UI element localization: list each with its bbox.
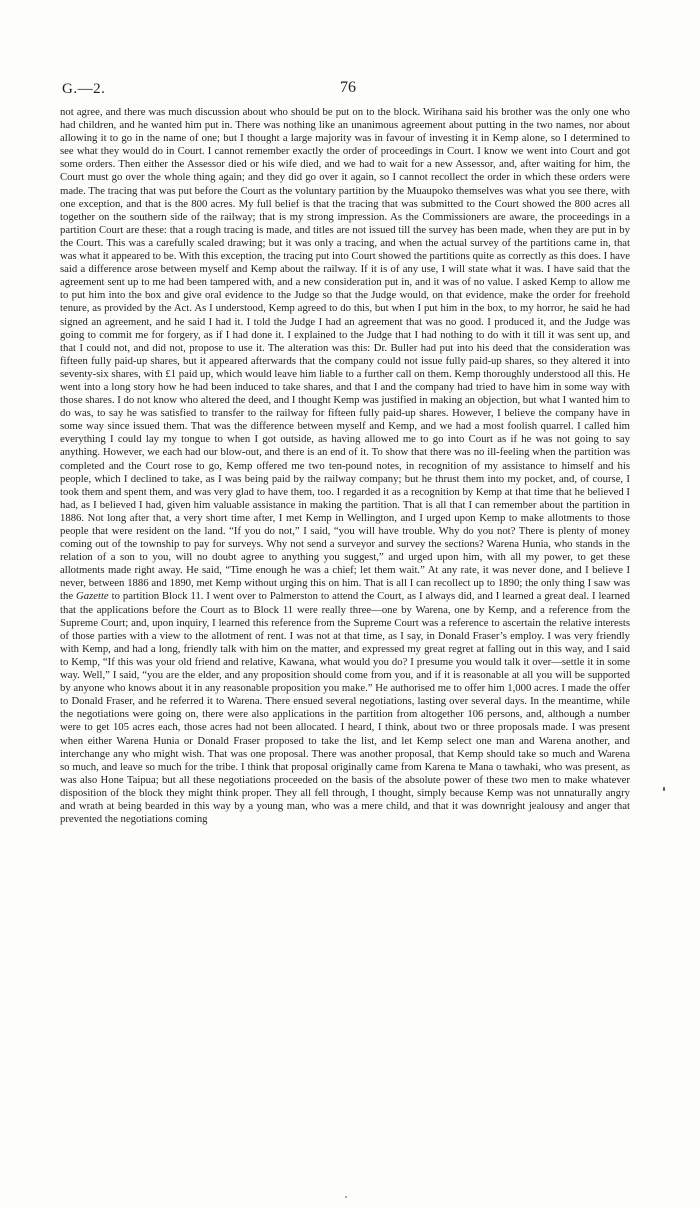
- testimony-paragraph: [60, 106, 630, 826]
- body-text-part-1: not agree, and there was much discussion about who should be put on to the block. Wirihana said his brother was the only one who had children, and he wanted him put in. There was nothing like an unanimous agreement about putting in the two names, nor about allowing it to go in the name of one; but I thought a large majority was in favour of investing it in Kemp alone, so I determined to see what they would do in Court. I cannot remember exactly the order of proceedings in Court. I know we went into Court and got some orders. Then either the Assessor died or his wife died, and we had to wait for a new Assessor, and, after waiting for him, the Court must go over the whole thing again; and they did go over it again, so I cannot recollect the order in which these orders were made. The tracing that was put before the Court as the voluntary partition by the Muaupoko themselves was what you see there, with one exception, and that is the 800 acres. My full belief is that the tracing that was submitted to the Court showed the 800 acres all together on the southern side of the railway; that is my strong impression. As the Commissioners are aware, the proceedings in a partition Court are these: that a rough tracing is made, and titles are not issued till the survey has been made, when they are put in by the Court. This was a carefully scaled drawing; but it was only a tracing, and when the actual survey of the partitions came in, that was what it appeared to be. With this exception, the tracing put into Court showed the partitions quite as correctly as this does. I have said a difference arose between myself and Kemp about the railway. If it is of any use, I will state what it was. I have said that the agreement sent up to me had been tampered with, and a new consideration put in, and it was of no value. I asked Kemp to allow me to put him into the box and give oral evidence to the Judge so that the Judge would, on that evidence, make the order for freehold tenure, as provided by the Act. As I understood, Kemp agreed to do this, but when I put him in the box, to my horror, he said he had signed an agreement, and he said I had it. I told the Judge I had an agreement that was no good. I produced it, and the Judge was going to commit me for forgery, as if I had done it. I explained to the Judge that I had nothing to do with it till it was sent up, and that I could not, and did not, propose to use it. The alteration was this: Dr. Buller had put into his deed that the consideration was fifteen fully paid-up shares, but it appeared afterwards that the company could not issue fully paid-up shares, so they altered it into seventy-six shares, with £1 paid up, which would leave him liable to a further call on them. Kemp thoroughly understood all this. He went into a long story how he had been induced to take shares, and that I and the company had tried to have him in some way with those shares. I do not know who altered the deed, and I thought Kemp was justified in making an objection, but what I wanted him to do was, to say he was satisfied to transfer to the railway for fifteen fully paid-up shares. However, I believe the company have in some way since issued them. That was the difference between myself and Kemp, and we had a most foolish quarrel. I called him everything I could lay my tongue to when I got outside, as having allowed me to go into Court as if he was not going to say anything. However, we each had our blow-out, and there is an end of it. To show that there was no ill-feeling when the partition was completed and the Court rose to go, Kemp offered me two ten-pound notes, in recognition of my assistance to himself and his people, which I declined to take, as I was being paid by the railway company; but he thrust them into my pocket, and, of course, I took them and spent them, and was very glad to have them, too. I regarded it as a recognition by Kemp at that time that he believed I had, as I believed I had, given him valuable assistance in making the partition. That is all that I can remember about the partition in 1886. Not long after that, a very short time after, I met Kemp in Wellington, and I urged upon Kemp to make allotments to those people that were resident on the land. “If you do not,” I said, “you will have trouble. Why do you not? There is plenty of money coming out of the township to pay for surveys. Why not send a surveyor and survey the sections? Warena Hunia, who stands in the relation of a son to you, will no doubt agree to anything you suggest,” and urged upon him, with all my power, to get these allotments made right away. He said, “Time enough he was a chief; let them wait.” At any rate, it was never done, and I believe I never, between 1886 and 1890, met Kemp without urging this on him. That is all I can recollect up to 1890; the only thing I saw was the: [60, 106, 630, 603]
- body-text: [60, 106, 630, 826]
- page-number: 76: [340, 79, 356, 96]
- footer-dot: [345, 1196, 347, 1198]
- document-reference: G.—2.: [62, 81, 106, 97]
- body-text-part-2: to partition Block 11. I went over to Palmerston to attend the Court, as I always did, and I learned a great deal. I learned that the applications before the Court as to Block 11 were really three—one by Warena, one by Kemp, and a reference from the Supreme Court; and, upon inquiry, I learned this reference from the Supreme Court was a reference to ascertain the relative interests of those parties with a view to the allotment of rent. I was not at that time, as I say, in Donald Fraser’s employ. I was very friendly with Kemp, and had a long, friendly talk with him on the matter, and expressed my great regret at falling out in this way, and I said to Kemp, “If this was your old friend and relative, Kawana, what would you do? I presume you would talk it over—settle it in some way. Well,” I said, “you are the elder, and any proposition should come from you, and if it is reasonable at all you will be supported by anyone who knows about it in any reasonable proposition you make.” He authorised me to offer him 1,000 acres. I made the offer to Donald Fraser, and he referred it to Warena. There ensued several negotiations, lasting over several days. In the meantime, while the negotiations were going on, there were also applications in the partition from altogether 106 persons, and, although a number were to get 105 acres each, those acres had not been allocated. I heard, I think, about two or three proposals made. I was present when either Warena Hunia or Donald Fraser proposed to take the list, and let Kemp select one man and Warena another, and interchange any who might wish. That was one proposal. There was another proposal, that Kemp should take so much and Warena so much, and leave so much for the tribe. I think that proposal originally came from Karena te Mana o tawhaki, who was present, as was also Hone Taipua; but all these negotiations proceeded on the basis of the absolute power of these two men to make whatever disposition of the block they might think proper. They all fell through, I thought, simply because Kemp was not unnaturally angry and wrath at being bearded in this way by a young man, who was a mere child, and that it was downright jealousy and anger that prevented the negotiations coming: [60, 590, 631, 826]
- margin-mark: [663, 787, 665, 791]
- gazette-italic: Gazette: [76, 590, 109, 603]
